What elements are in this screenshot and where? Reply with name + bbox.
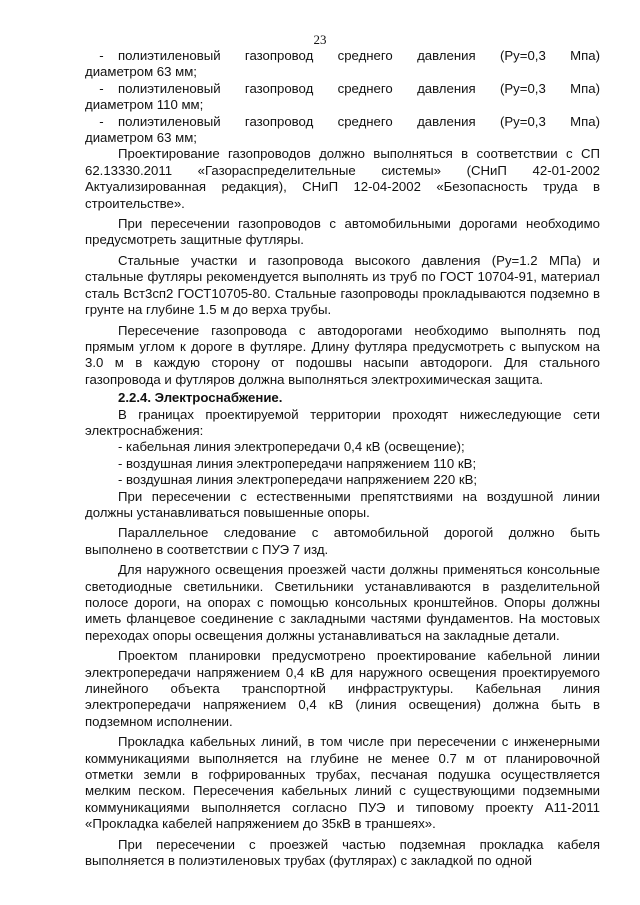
paragraph: Для наружного освещения проезжей части должны применяться консольные светодиодные светильники. Светильники устанавливаются в разделительной полосе дороги, на опорах с помощью консольных кронштейнов. Опоры должны иметь фланцевое соединение с закладными частями фундаментов. На мостовых переходах опоры освещения должны устанавливаться на закладные детали.: [85, 562, 600, 643]
list-item-text: полиэтиленовый газопровод среднего давления (Ру=0,3 Мпа): [118, 48, 600, 63]
paragraph: Прокладка кабельных линий, в том числе при пересечении с инженерными коммуникациями выполняется на глубине не менее 0.7 м от планировочной отметки земли в гофрированных трубах, песчаная подушка осуществляется мелким песком. Пересечения кабельных линий с существующими подземными коммуникациями выполняется согласно ПУЭ и типовому проекту А11-2011 «Прокладка кабелей напряжением до 35кВ в траншеях».: [85, 734, 600, 832]
list-item-continuation: диаметром 110 мм;: [85, 97, 204, 113]
paragraph: Проектирование газопроводов должно выполняться в соответствии с СП 62.13330.2011 «Газораспределительные системы» (СНиП 42-01-2002 Актуализированная редакция), СНиП 12-04-2002 «Безопасность труда в строительстве».: [85, 146, 600, 211]
paragraph: При пересечении с проезжей частью подземная прокладка кабеля выполняется в полиэтиленовых трубах (футлярах) с закладкой по одной: [85, 836, 600, 869]
document-body: [85, 48, 600, 870]
paragraph: В границах проектируемой территории проходят нижеследующие сети электроснабжения:: [85, 406, 600, 438]
paragraph: Проектом планировки предусмотрено проектирование кабельной линии электропередачи напряжением 0,4 кВ для наружного освещения проектируемого линейного объекта транспортной инфраструктуры. Кабельная линия электропередачи напряжением 0,4 кВ (линия освещения) должна быть в подземном исполнении.: [85, 648, 600, 729]
list-item-continuation: диаметром 63 мм;: [85, 130, 197, 146]
paragraph: Параллельное следование с автомобильной дорогой должно быть выполнено в соответствии с ПУЭ 7 изд.: [85, 525, 600, 557]
list-item-continuation: диаметром 63 мм;: [85, 64, 197, 80]
list-item-text: полиэтиленовый газопровод среднего давления (Ру=0,3 Мпа): [118, 113, 600, 129]
list-item: - воздушная линия электропередачи напряжением 110 кВ;: [118, 455, 477, 471]
paragraph: При пересечении с естественными препятствиями на воздушной линии должны устанавливаться повышенные опоры.: [85, 488, 600, 520]
paragraph: Стальные участки и газопровода высокого давления (Ру=1.2 МПа) и стальные футляры рекомендуется выполнять из труб по ГОСТ 10704-91, материал сталь Вст3сп2 ГОСТ10705-80. Стальные газопроводы прокладываются подземно в грунте на глубине 1.5 м до верха трубы.: [85, 252, 600, 318]
list-item: - воздушная линия электропередачи напряжением 220 кВ;: [118, 472, 478, 488]
list-item: - полиэтиленовый газопровод среднего давления (Ру=0,3 Мпа): [99, 48, 600, 63]
paragraph: При пересечении газопроводов с автомобильными дорогами необходимо предусмотреть защитные футляры.: [85, 216, 600, 248]
page-number: 23: [313, 32, 327, 47]
list-item: - полиэтиленовый газопровод среднего давления (Ру=0,3 Мпа): [99, 113, 600, 129]
list-item-text: полиэтиленовый газопровод среднего давления (Ру=0,3 Мпа): [118, 80, 600, 96]
paragraph: Пересечение газопровода с автодорогами необходимо выполнять под прямым углом к дороге в футляре. Длину футляра предусмотреть с выпуском на 3.0 м в каждую сторону от подошвы насыпи автодороги. Для стального газопровода и футляров должна выполняться электрохимическая защита.: [85, 322, 600, 387]
list-item: - полиэтиленовый газопровод среднего давления (Ру=0,3 Мпа): [99, 80, 600, 96]
section-heading: 2.2.4. Электроснабжение.: [118, 390, 283, 406]
list-item: - кабельная линия электропередачи 0,4 кВ (освещение);: [118, 439, 465, 455]
